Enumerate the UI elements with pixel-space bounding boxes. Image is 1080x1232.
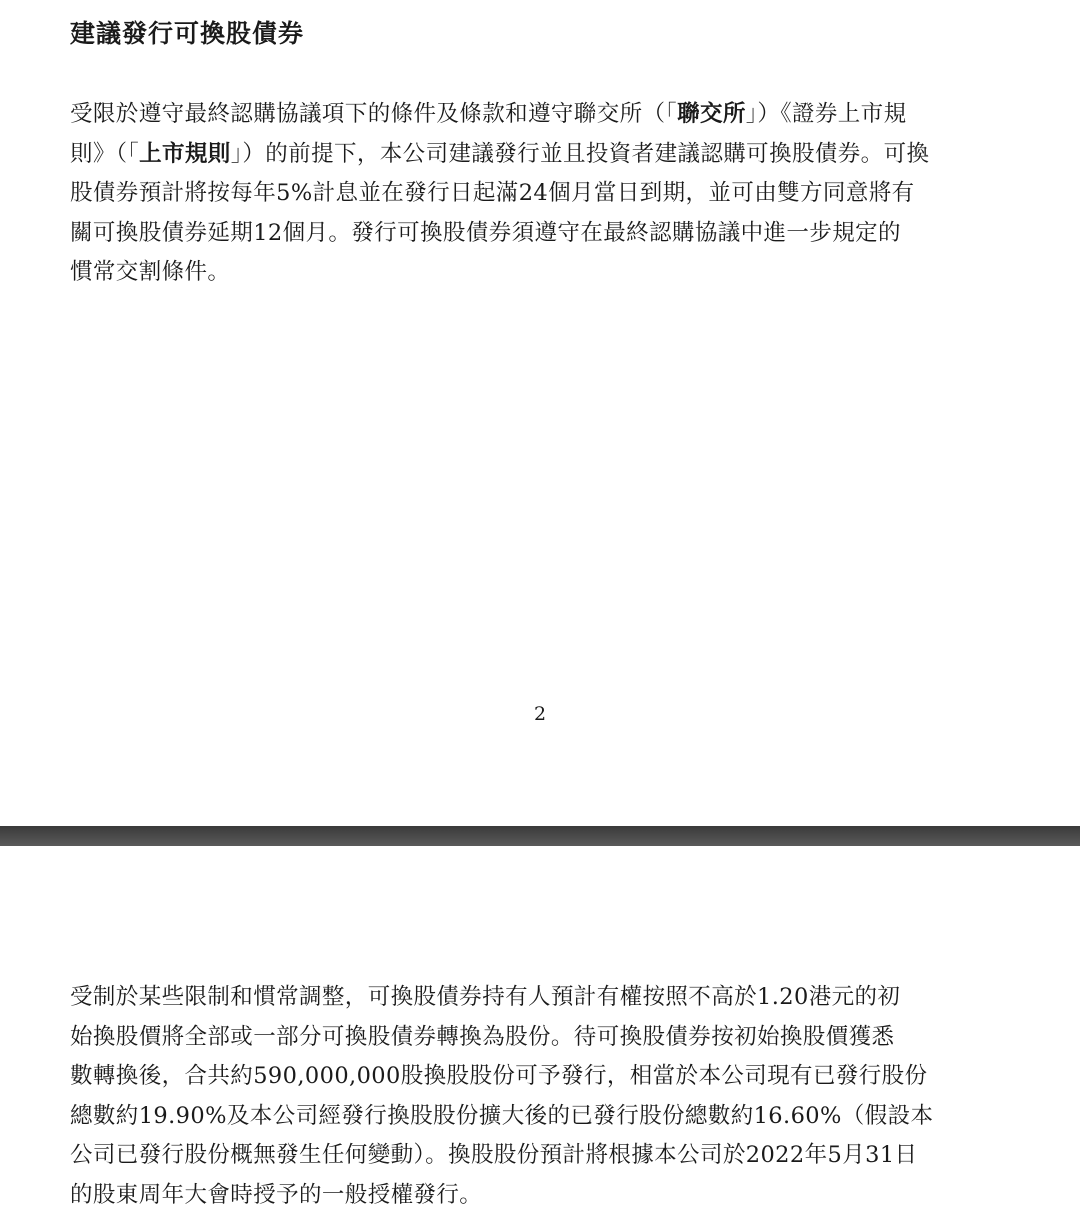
text-line: 股債券預計將按每年5%計息並在發行日起滿24個月當日到期，並可由雙方同意將有 — [70, 180, 915, 206]
text-line: 總數約19.90%及本公司經發行換股股份擴大後的已發行股份總數約16.60%（假設本 — [70, 1102, 934, 1129]
text-line: 始換股價將全部或一部分可換股債券轉換為股份。待可換股債券按初始換股價獲悉 — [70, 1023, 895, 1050]
defined-term-stock-exchange: 聯交所 — [677, 101, 746, 127]
text-line — [70, 95, 1015, 135]
text-line: 關可換股債券延期12個月。發行可換股債券須遵守在最終認購協議中進一步規定的 — [70, 219, 901, 246]
text-segment: 受限於遵守最終認購協議項下的條件及條款和遵守聯交所（「 — [70, 101, 678, 127]
page-number: 2 — [533, 703, 547, 725]
text-segment: 」）的前提下，本公司建議發行並且投資者建議認購可換股債券。可換 — [230, 140, 930, 167]
text-line: 公司已發行股份概無發生任何變動）。換股股份預計將根據本公司於2022年5月31日 — [70, 1142, 918, 1168]
text-line: 的股東周年大會時授予的一般授權發行。 — [70, 1181, 483, 1208]
page-separator — [0, 826, 1080, 846]
paragraph-conversion-terms — [70, 978, 1015, 1215]
text-line: 慣常交割條件。 — [70, 259, 231, 285]
text-segment: 」）《證券上市規 — [745, 101, 907, 127]
text-line — [70, 135, 1015, 175]
section-heading: 建議發行可換股債券 — [70, 19, 305, 48]
text-segment: 則》（「 — [70, 140, 140, 167]
paragraph-issuance-terms — [70, 95, 1015, 293]
defined-term-listing-rules: 上市規則 — [139, 140, 231, 167]
text-line: 數轉換後，合共約590,000,000股換股股份可予發行，相當於本公司現有已發行股份 — [70, 1063, 928, 1089]
text-line: 受制於某些限制和慣常調整，可換股債券持有人預計有權按照不高於1.20港元的初 — [70, 984, 901, 1010]
